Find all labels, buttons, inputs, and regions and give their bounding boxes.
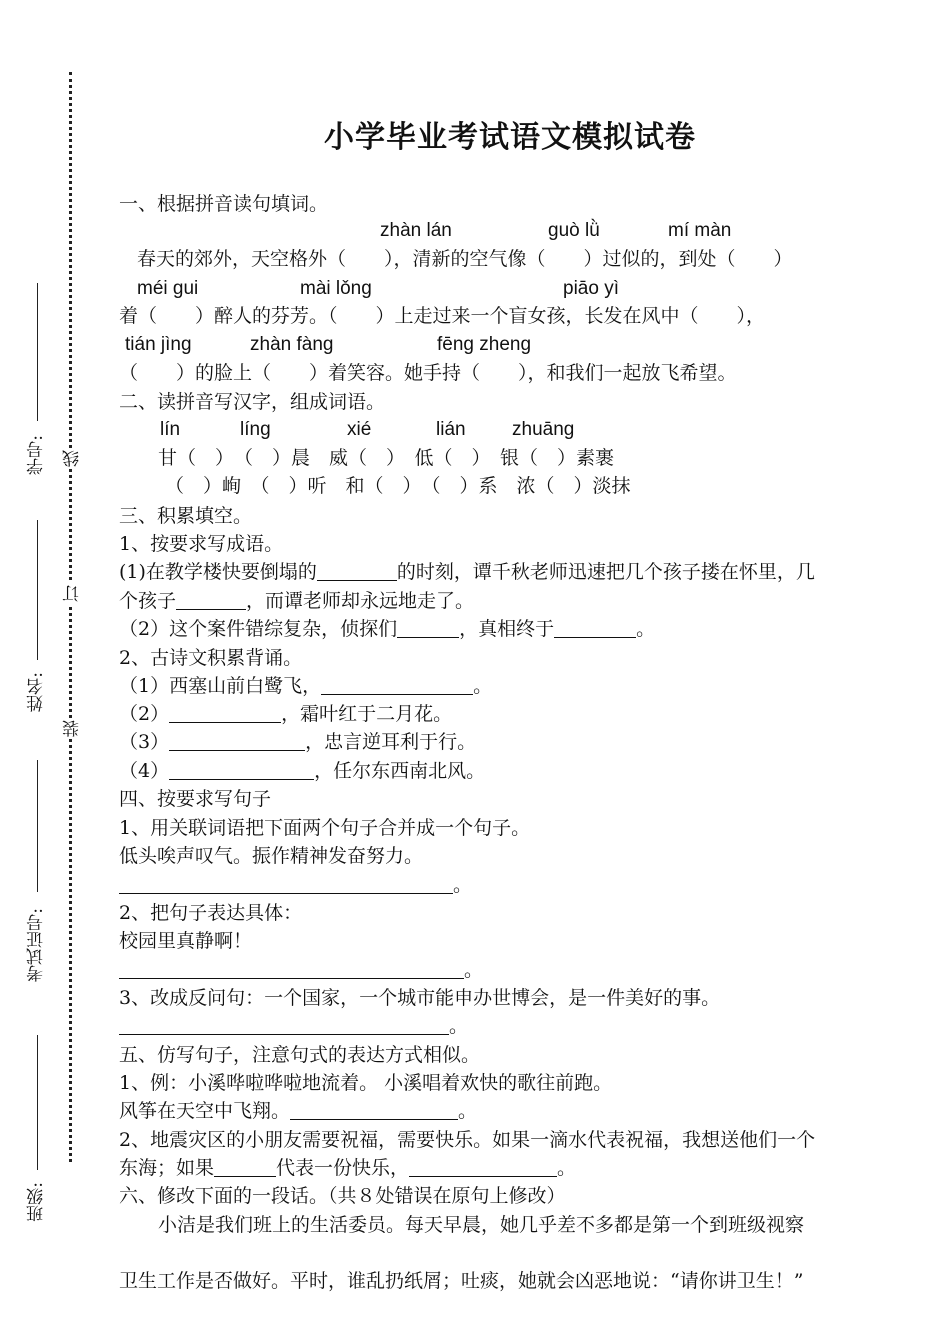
poem-line [119, 730, 476, 754]
text: (1)在教学楼快要倒塌的 [119, 561, 317, 583]
exam-no-label: 考试证号: [27, 908, 47, 982]
text: ，忠言逆耳利于行。 [305, 731, 477, 753]
text: 。 [449, 1015, 469, 1037]
text: 。 [458, 1100, 478, 1122]
poem-line [119, 702, 452, 726]
question: 3、改成反问句：一个国家，一个城市能申办世博会，是一件美好的事。 [119, 987, 721, 1009]
page-title: 小学毕业考试语文模拟试卷 [324, 120, 696, 155]
paragraph-line: 小洁是我们班上的生活委员。每天早晨，她几乎差不多都是第一个到班级视察 [158, 1214, 805, 1236]
text: （2） [119, 703, 170, 725]
question: 2、把句子表达具体： [119, 902, 303, 924]
answer-blank[interactable] [397, 619, 459, 638]
answer-blank[interactable] [317, 562, 397, 581]
pinyin: méi gui [137, 278, 199, 299]
text: 东海；如果 [119, 1157, 215, 1179]
pinyin: xié [347, 419, 372, 440]
answer-line [119, 1014, 468, 1038]
text: （2）这个案件错综复杂，侦探们 [119, 618, 398, 640]
pinyin: líng [240, 419, 271, 440]
question-text: 低头唉声叹气。振作精神发奋努力。 [119, 845, 424, 867]
binding-dotted-line [69, 72, 72, 1162]
class-label: 班级: [27, 1182, 47, 1222]
question-line [119, 1156, 576, 1180]
fold-mark: 装 [60, 718, 85, 739]
margin-rule [37, 760, 38, 892]
answer-blank[interactable] [214, 1158, 276, 1177]
question: 1、例：小溪哗啦哗啦地流着。 小溪唱着欢快的歌往前跑。 [119, 1072, 613, 1094]
pinyin: zhàn fàng [250, 334, 334, 355]
answer-blank[interactable] [169, 704, 281, 723]
text-line: 着（ ）醉人的芬芳。（ ）上走过来一个盲女孩，长发在风中（ ）， [119, 305, 766, 327]
section-6-heading: 六、修改下面的一段话。（共８处错误在原句上修改） [119, 1185, 566, 1207]
text: 。 [557, 1157, 577, 1179]
text: 。 [636, 618, 656, 640]
pinyin: mài lǒng [300, 278, 372, 299]
text: 个孩子 [119, 590, 177, 612]
text: 的时刻，谭千秋老师迅速把几个孩子搂在怀里，几 [396, 561, 815, 583]
text: 风筝在天空中飞翔。 [119, 1100, 291, 1122]
answer-blank[interactable] [290, 1101, 458, 1120]
pinyin: lín [160, 419, 181, 440]
text: （4） [119, 760, 170, 782]
answer-line [119, 873, 472, 897]
line-mark: 线 [60, 448, 85, 469]
answer-line [119, 958, 483, 982]
text: ，真相终于 [459, 618, 555, 640]
name-label: 姓名: [27, 672, 47, 712]
pinyin: guò lǜ [548, 220, 600, 241]
pinyin: lián [436, 419, 466, 440]
text: ，任尔东西南北风。 [314, 760, 486, 782]
bind-mark: 订 [60, 583, 85, 604]
text-line: 甘（ ） （ ）晨 威（ ） 低（ ） 银（ ）素裹 [158, 447, 615, 469]
pinyin: tián jìng [125, 334, 192, 355]
margin-rule [37, 1035, 38, 1170]
section-4-heading: 四、按要求写句子 [119, 788, 272, 810]
section-2-heading: 二、读拼音写汉字，组成词语。 [119, 391, 386, 413]
pinyin: zhàn lán [380, 220, 452, 241]
text-line: （ ）的脸上（ ）着笑容。她手持（ ），和我们一起放飞希望。 [119, 362, 737, 384]
question-line [119, 589, 474, 613]
pinyin: fēng zheng [437, 334, 532, 355]
pinyin: piāo yì [563, 278, 619, 299]
text: 。 [453, 874, 473, 896]
margin-rule [37, 283, 38, 421]
text: （3） [119, 731, 170, 753]
question-line [119, 617, 655, 641]
text: 代表一份快乐， [276, 1157, 410, 1179]
poem-line [119, 674, 492, 698]
section-1-heading: 一、根据拼音读句填词。 [119, 193, 329, 215]
answer-blank[interactable] [119, 960, 464, 979]
text: （1）西塞山前白鹭飞， [119, 675, 322, 697]
question: 2、古诗文积累背诵。 [119, 647, 303, 669]
question: 1、用关联词语把下面两个句子合并成一个句子。 [119, 817, 531, 839]
text: ，霜叶红于二月花。 [281, 703, 453, 725]
answer-blank[interactable] [119, 875, 453, 894]
question-line [119, 1099, 477, 1123]
section-3-heading: 三、积累填空。 [119, 505, 253, 527]
section-5-heading: 五、仿写句子，注意句式的表达方式相似。 [119, 1044, 481, 1066]
margin-rule [37, 520, 38, 660]
text-line: （ ）峋 （ ）听 和（ ） （ ）系 浓（ ）淡抹 [165, 475, 631, 497]
answer-blank[interactable] [169, 732, 305, 751]
question: 1、按要求写成语。 [119, 533, 284, 555]
text: 。 [473, 675, 493, 697]
pinyin: zhuāng [512, 419, 575, 440]
text-line: 春天的郊外，天空格外（ ），清新的空气像（ ）过似的，到处（ ） [137, 248, 793, 270]
answer-blank[interactable] [409, 1158, 557, 1177]
question-text: 校园里真静啊！ [119, 930, 253, 952]
answer-blank[interactable] [176, 591, 246, 610]
poem-line [119, 759, 485, 783]
pinyin: mí màn [668, 220, 732, 241]
answer-blank[interactable] [321, 676, 473, 695]
answer-blank[interactable] [554, 619, 636, 638]
question: 2、地震灾区的小朋友需要祝福，需要快乐。如果一滴水代表祝福，我想送他们一个 [119, 1129, 816, 1151]
paragraph-line: 卫生工作是否做好。平时，谁乱扔纸屑；吐痰，她就会凶恶地说：“请你讲卫生！” [119, 1270, 804, 1292]
answer-blank[interactable] [119, 1016, 449, 1035]
text: ，而谭老师却永远地走了。 [246, 590, 475, 612]
answer-blank[interactable] [169, 761, 314, 780]
question-line [119, 560, 815, 584]
student-no-label: 学号: [27, 435, 47, 475]
text: 。 [464, 959, 484, 981]
